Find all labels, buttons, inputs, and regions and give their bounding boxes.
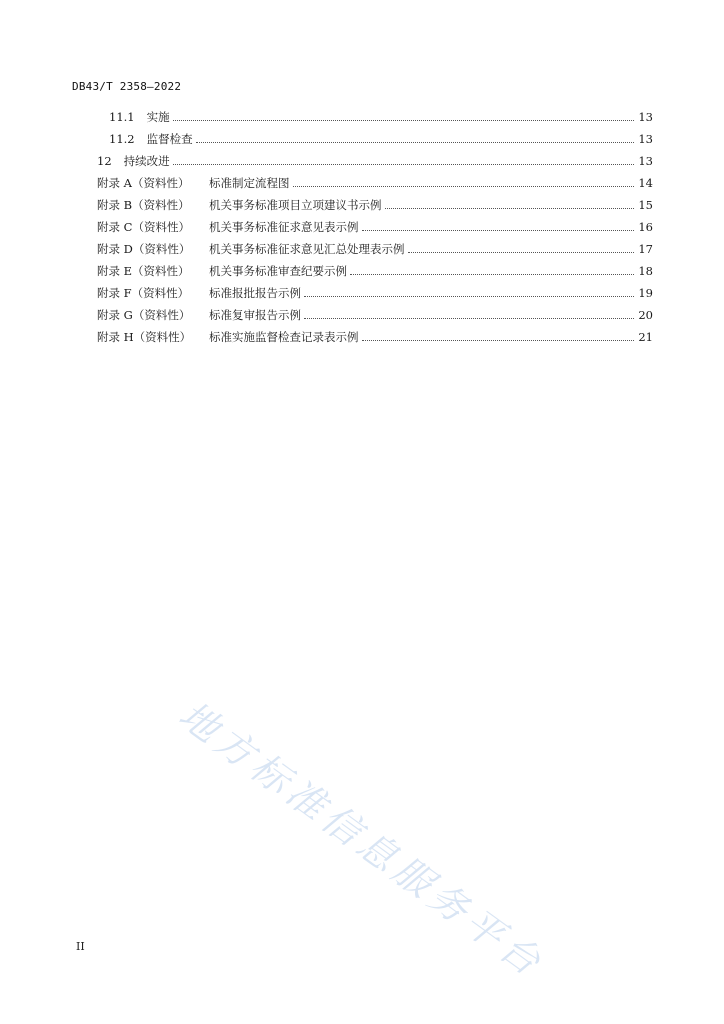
toc-entry-title: 标准制定流程图 [209, 176, 290, 190]
toc-entry-title: 标准实施监督检查记录表示例 [209, 330, 359, 344]
toc-leader-dots [385, 207, 635, 209]
toc-entry-page: 16 [638, 220, 653, 234]
toc-leader-dots [362, 339, 635, 341]
toc-entry[interactable] [109, 108, 653, 126]
toc-entry-page: 14 [638, 176, 653, 190]
toc-entry-page: 19 [638, 286, 653, 300]
toc-entry-number: 12 [97, 154, 112, 168]
toc-entry[interactable] [97, 262, 653, 280]
toc-entry-number: 附录 B（资料性） [97, 198, 190, 212]
toc-entry-page: 18 [638, 264, 653, 278]
toc-leader-dots [408, 251, 635, 253]
toc-entry-page: 17 [638, 242, 653, 256]
toc-entry[interactable] [97, 240, 653, 258]
toc-entry-page: 21 [638, 330, 653, 344]
toc-leader-dots [304, 317, 634, 319]
toc-leader-dots [173, 119, 635, 121]
toc-entry-number: 附录 F（资料性） [97, 286, 190, 300]
toc-entry-title: 监督检查 [146, 132, 193, 146]
toc-entry-page: 15 [638, 198, 653, 212]
toc-entry-title: 机关事务标准征求意见汇总处理表示例 [209, 242, 405, 256]
toc-entry-title: 机关事务标准审查纪要示例 [209, 264, 347, 278]
toc-entry-title: 机关事务标准征求意见表示例 [209, 220, 359, 234]
toc-entry-title: 实施 [146, 110, 170, 124]
toc-entry-page: 13 [638, 132, 653, 146]
document-code: DB43/T 2358—2022 [72, 80, 182, 93]
page-number-footer: II [76, 940, 85, 953]
toc-entry-number: 附录 A（资料性） [97, 176, 190, 190]
toc-leader-dots [173, 163, 635, 165]
toc-leader-dots [196, 141, 635, 143]
toc-entry-title: 持续改进 [123, 154, 170, 168]
toc-entry[interactable] [97, 328, 653, 346]
toc-entry[interactable] [97, 284, 653, 302]
watermark-text: 地方标准信息服务平台 [171, 692, 553, 987]
toc-entry-page: 20 [638, 308, 653, 322]
toc-leader-dots [350, 273, 634, 275]
toc-entry-page: 13 [638, 110, 653, 124]
toc-entry-title: 标准报批报告示例 [209, 286, 301, 300]
toc-leader-dots [304, 295, 634, 297]
toc-entry[interactable] [97, 152, 653, 170]
toc-entry[interactable] [97, 174, 653, 192]
toc-entry-number: 11.1 [109, 110, 135, 124]
toc-entry-number: 附录 C（资料性） [97, 220, 190, 234]
toc-entry-title: 机关事务标准项目立项建议书示例 [209, 198, 382, 212]
toc-entry-number: 附录 H（资料性） [97, 330, 192, 344]
toc-entry[interactable] [97, 196, 653, 214]
toc-entry-title: 标准复审报告示例 [209, 308, 301, 322]
toc-entry[interactable] [109, 130, 653, 148]
toc-entry-number: 附录 G（资料性） [97, 308, 191, 322]
toc-leader-dots [293, 185, 635, 187]
toc-entry-number: 附录 E（资料性） [97, 264, 190, 278]
toc-entry[interactable] [97, 306, 653, 324]
toc-entry[interactable] [97, 218, 653, 236]
toc-entry-page: 13 [638, 154, 653, 168]
toc-entry-number: 11.2 [109, 132, 135, 146]
toc-entry-number: 附录 D（资料性） [97, 242, 191, 256]
toc-leader-dots [362, 229, 635, 231]
